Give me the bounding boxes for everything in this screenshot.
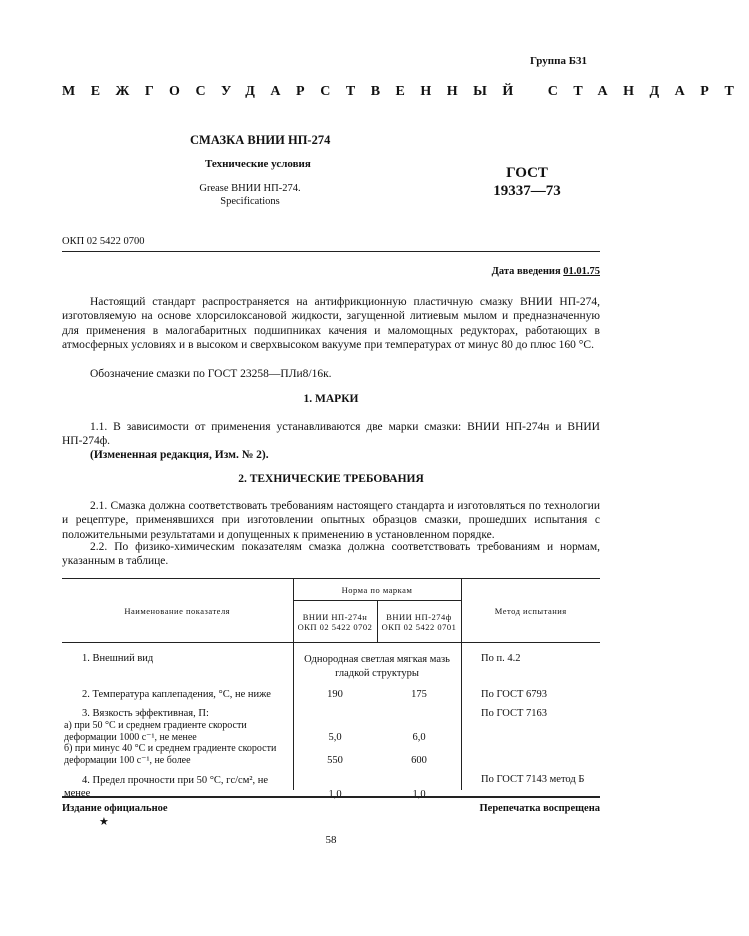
- page-number: 58: [325, 834, 337, 846]
- table-row: [62, 681, 600, 700]
- header-grade-274n: ВНИИ НП-274н ОКП 02 5422 0702: [293, 601, 377, 643]
- effective-date-value: 01.01.75: [563, 266, 600, 277]
- standard-banner: МЕЖГОСУДАРСТВЕННЫЙ СТАНДАРТ: [62, 84, 749, 99]
- row4-name: 4. Предел прочности при 50 °С, гс/см², не менее: [64, 775, 269, 799]
- reprint-forbidden: Перепечатка воспрещена: [479, 803, 600, 814]
- group-code: Группа Б31: [530, 55, 587, 67]
- table-divider-3: [461, 642, 462, 790]
- english-title-line1: Grease ВНИИ НП-274.: [199, 183, 301, 194]
- row3a-name: а) при 50 °С и среднем градиенте скорости деформации 1000 с⁻¹, не менее: [64, 720, 247, 743]
- effective-date-label: Дата введения: [491, 266, 561, 277]
- amendment-note: (Измененная редакция, Изм. № 2).: [90, 449, 269, 461]
- effective-date: [470, 266, 600, 277]
- section-2-heading: 2. ТЕХНИЧЕСКИЕ ТРЕБОВАНИЯ: [238, 473, 424, 485]
- document-subtitle: Технические условия: [205, 158, 311, 170]
- row2-name: 2. Температура каплепадения, °С, не ниже: [82, 689, 271, 700]
- row1-value: Однородная светлая мягкая мазь гладкой структуры: [304, 654, 450, 679]
- document-title: СМАЗКА ВНИИ НП-274: [190, 133, 331, 147]
- row3b-name: б) при минус 40 °С и среднем градиенте скорости деформации 100 с⁻¹, не более: [64, 743, 277, 766]
- star-icon: ★: [99, 816, 109, 828]
- row1-name: 1. Внешний вид: [82, 653, 154, 664]
- row3b-value-274n: 550: [327, 755, 343, 766]
- official-edition: Издание официальное: [62, 803, 168, 814]
- bottom-divider: [62, 796, 600, 798]
- header-test-method: Метод испытания: [461, 579, 600, 643]
- row2-value-274f: 175: [411, 689, 427, 700]
- gost-designation: [492, 164, 562, 200]
- gost-number: 19337—73: [493, 183, 561, 199]
- header-indicator-name: Наименование показателя: [62, 579, 293, 643]
- table-row: [62, 743, 600, 766]
- row1-method: По п. 4.2: [481, 653, 521, 664]
- english-title-line2: Specifications: [220, 196, 280, 207]
- row3-name: 3. Вязкость эффективная, П:: [82, 708, 209, 719]
- table-row: [62, 643, 600, 682]
- clause-2-2: 2.2. По физико-химическим показателям смазка должна соответствовать требованиям и нормам, указанным в таблице.: [62, 541, 600, 568]
- table-row: [62, 766, 600, 800]
- row2-method: По ГОСТ 6793: [481, 689, 548, 700]
- header-norm: Норма по маркам: [293, 579, 461, 601]
- row4-value-274f: 1,0: [412, 789, 426, 800]
- top-divider: [62, 251, 600, 252]
- table-row: [62, 700, 600, 720]
- gost-label: ГОСТ: [506, 165, 548, 181]
- designation-paragraph: Обозначение смазки по ГОСТ 23258—ПЛи8/16к.: [90, 368, 332, 380]
- section-1-heading: 1. МАРКИ: [303, 393, 359, 405]
- okp-code: ОКП 02 5422 0700: [62, 236, 145, 247]
- clause-2-1: 2.1. Смазка должна соответствовать требованиям настоящего стандарта и изготовляться по технологии и рецептуре, применявшихся при изготовлении опытных образцов смазки, прошедших испытания с положительными результатами и допущенных к применению в установленном порядке.: [62, 500, 600, 541]
- intro-paragraph: Настоящий стандарт распространяется на антифрикционную пластичную смазку ВНИИ НП-274, изготовляемую на основе хлорсилоксановой жидкости, загущенной литиевым мылом и предназначенную для применения в малогабаритных подшипниках качения и маломощных редукторах, работающих в атмосферных условиях и в высоком и сверхвысоком вакууме при температурах от минус 80 до плюс 160 °С.: [62, 296, 600, 352]
- row4-value-274n: 1,0: [328, 789, 342, 800]
- clause-1-1: 1.1. В зависимости от применения устанавливаются две марки смазки: ВНИИ НП-274н и ВНИИ НП-274ф.: [62, 421, 600, 448]
- row3b-value-274f: 600: [411, 755, 427, 766]
- row3a-value-274n: 5,0: [328, 732, 342, 743]
- row4-method: По ГОСТ 7143 метод Б: [481, 774, 585, 785]
- header-grade-274f: ВНИИ НП-274ф ОКП 02 5422 0701: [377, 601, 461, 643]
- row2-value-274n: 190: [327, 689, 343, 700]
- row3-method: По ГОСТ 7163: [481, 708, 548, 719]
- row3a-value-274f: 6,0: [412, 732, 426, 743]
- table-row: [62, 720, 600, 743]
- table-divider-1: [293, 642, 294, 790]
- requirements-table: [62, 578, 600, 800]
- english-title: [190, 182, 310, 208]
